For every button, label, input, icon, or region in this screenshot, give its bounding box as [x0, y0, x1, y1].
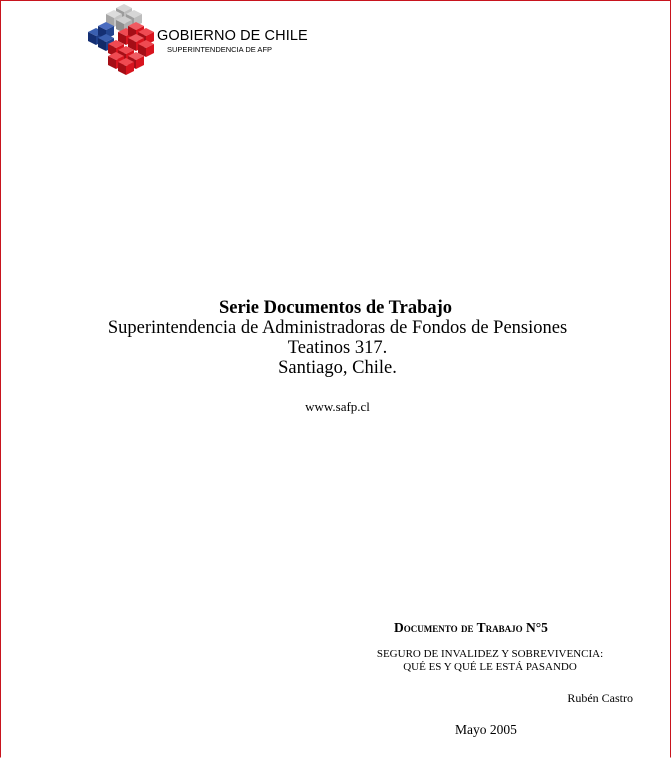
address-street: Teatinos 317.: [287, 338, 388, 358]
logo-title: GOBIERNO DE CHILE: [157, 28, 308, 44]
organization-name: Superintendencia de Administradoras de Fondos de Pensiones: [107, 318, 568, 338]
document-title: [345, 648, 635, 674]
series-title: Serie Documentos de Trabajo: [218, 298, 453, 318]
document-title-line-1: SEGURO DE INVALIDEZ Y SOBREVIVENCIA:: [376, 648, 604, 660]
chile-cube-emblem-icon: [86, 4, 162, 78]
logo-subtitle: SUPERINTENDENCIA DE AFP: [167, 45, 273, 54]
publication-date: Mayo 2005: [455, 722, 517, 737]
website-url: www.safp.cl: [305, 399, 370, 414]
author-name: Rubén Castro: [567, 691, 633, 705]
document-number: Documento de Trabajo N°5: [394, 620, 548, 635]
document-title-line-2: QUÉ ES Y QUÉ LE ESTÁ PASANDO: [403, 661, 577, 673]
address-city: Santiago, Chile.: [278, 358, 397, 378]
government-logo: [86, 4, 316, 78]
